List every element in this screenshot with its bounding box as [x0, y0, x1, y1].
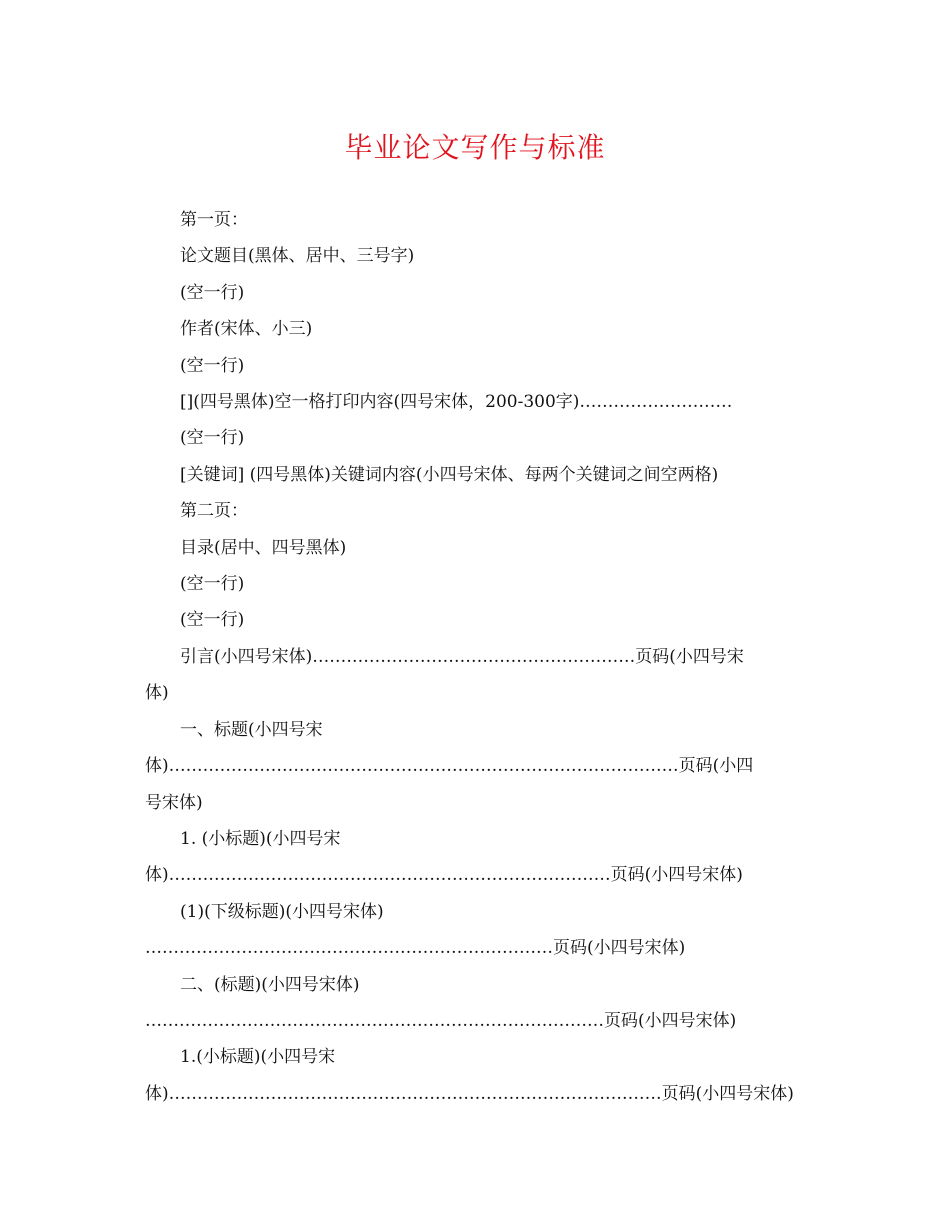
toc-line: 一、标题(小四号宋 [180, 719, 323, 740]
toc-entry-section-1-1 [145, 821, 810, 894]
toc-entry-introduction [145, 639, 810, 712]
text-line: 目录(居中、四号黑体) [180, 537, 347, 558]
text-line: (空一行) [180, 355, 245, 376]
toc-entry-chapter-1 [145, 712, 810, 821]
toc-line: 1.(小标题)(小四号宋 [180, 1047, 336, 1068]
text-line: (空一行) [180, 282, 245, 303]
text-line: [关键词] (四号黑体)关键词内容(小四号宋体、每两个关键词之间空两格) [180, 464, 719, 485]
toc-line: 体)……………………………………………………………………………页码(小四号宋体) [145, 1083, 794, 1104]
text-line: 作者(宋体、小三) [180, 319, 313, 340]
toc-line: 引言(小四号宋体)…………………………………………………页码(小四号宋 [180, 646, 744, 667]
text-line: (空一行) [180, 610, 245, 631]
text-line: [](四号黑体)空一格打印内容(四号宋体，200-300字)……………………… [180, 392, 733, 413]
toc-line: ………………………………………………………………页码(小四号宋体) [145, 938, 686, 959]
text-line: (空一行) [180, 428, 245, 449]
text-line: 第二页： [180, 501, 248, 522]
toc-line: 二、(标题)(小四号宋体) [180, 974, 360, 995]
toc-line: 1. (小标题)(小四号宋 [180, 828, 341, 849]
toc-entry-subsection [145, 894, 810, 967]
toc-line: ………………………………………………………………………页码(小四号宋体) [145, 1010, 737, 1031]
text-line: 论文题目(黑体、居中、三号字) [180, 246, 415, 267]
toc-entry-section-2-1 [145, 1039, 810, 1112]
toc-entry-chapter-2 [145, 967, 810, 1040]
text-line: (空一行) [180, 574, 245, 595]
document-body [145, 202, 810, 1112]
document-title: 毕业论文写作与标准 [344, 131, 606, 164]
toc-line: (1)(下级标题)(小四号宋体) [180, 901, 384, 922]
toc-line: 体)………………………………………………………………………………页码(小四 [145, 756, 754, 777]
toc-line: 体) [145, 683, 169, 704]
toc-line: 体)……………………………………………………………………页码(小四号宋体) [145, 865, 743, 886]
text-line: 第一页： [180, 210, 248, 230]
toc-line: 号宋体) [145, 792, 203, 813]
